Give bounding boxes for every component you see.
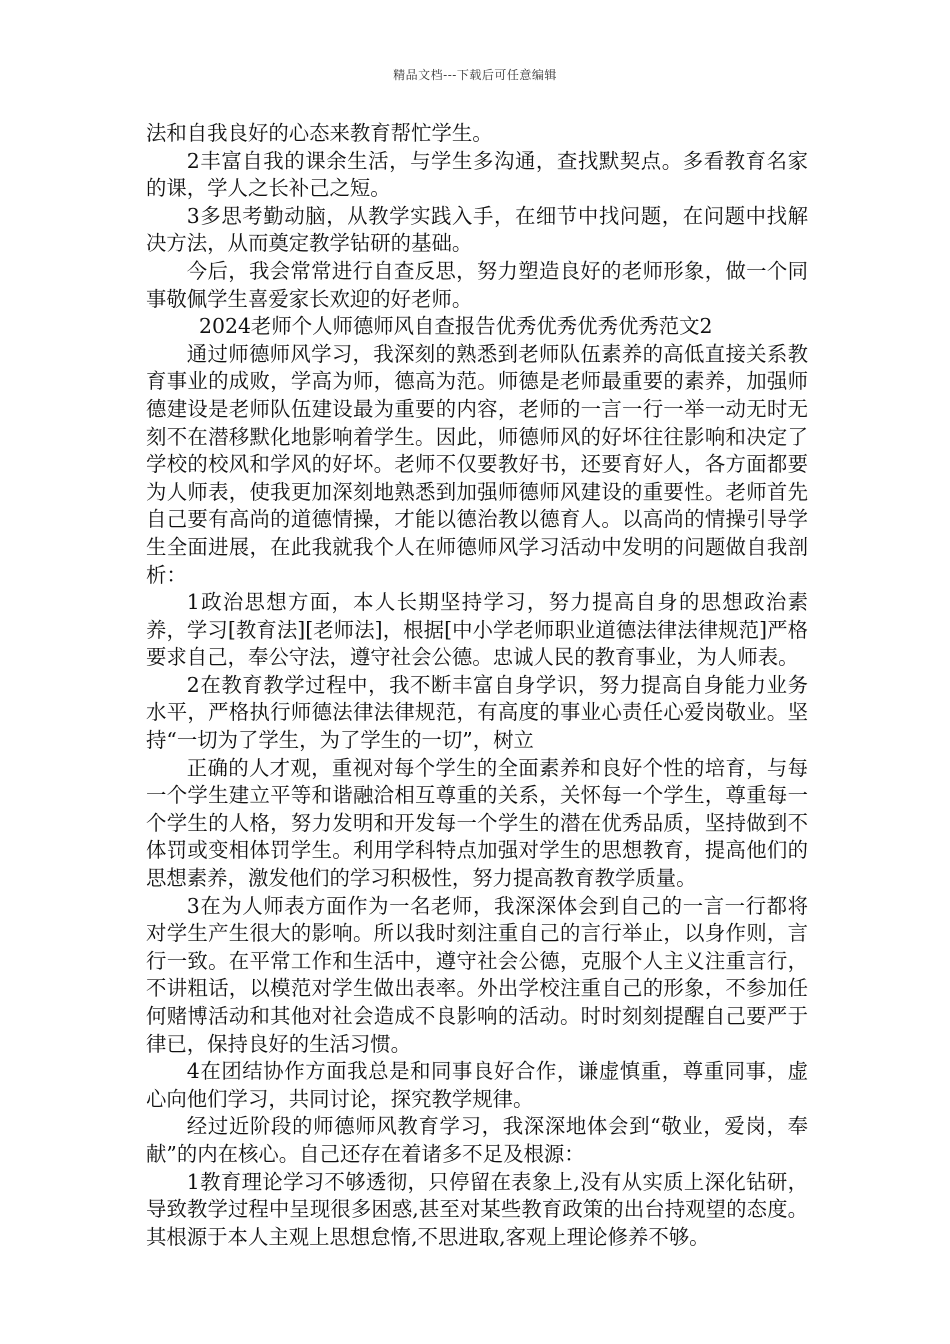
- section-title: 2024老师个人师德师风自查报告优秀优秀优秀优秀范文2: [199, 314, 713, 339]
- paragraph-reflection: 经过近阶段的师德师风教育学习，我深深地体会到“敬业，爱岗，奉献”的内在核心。自己还存在着诸多不足及根源：: [146, 1114, 808, 1166]
- paragraph-point-3: 3多思考勤动脑，从教学实践入手，在细节中找问题，在问题中找解决方法，从而奠定教学钻研的基础。: [146, 203, 808, 256]
- paragraph-talent-view: 正确的人才观，重视对每个学生的全面素养和良好个性的培育，与每一个学生建立平等和谐融洽相互尊重的关系，关怀每一个学生，尊重每一个学生的人格，努力发明和开发每一个学生的潜在优秀品质，坚持做到不体罚或变相体罚学生。利用学科特点加强对学生的思想教育，提高他们的思想素养，激发他们的学习积极性，努力提高教育教学质量。: [146, 755, 808, 891]
- paragraph-conclusion: 今后，我会常常进行自查反思，努力塑造良好的老师形象，做一个同事敬佩学生喜爱家长欢迎的好老师。: [146, 258, 808, 311]
- paragraph-role-model: 3在为人师表方面作为一名老师，我深深体会到自己的一言一行都将对学生产生很大的影响。所以我时刻注重自己的言行举止，以身作则，言行一致。在平常工作和生活中，遵守社会公德，克服个人主义注重言行，不讲粗话，以模范对学生做出表率。外出学校注重自己的形象，不参加任何赌博活动和其他对社会造成不良影响的活动。时时刻刻提醒自己要严于律已，保持良好的生活习惯。: [146, 893, 808, 1056]
- paragraph-intro: 通过师德师风学习，我深刻的熟悉到老师队伍素养的高低直接关系教育事业的成败，学高为师，德高为范。师德是老师最重要的素养，加强师德建设是老师队伍建设最为重要的内容，老师的一言一行一举一动无时无刻不在潜移默化地影响着学生。因此，师德师风的好坏往往影响和决定了学校的校风和学风的好坏。老师不仅要教好书，还要育好人，各方面都要为人师表，使我更加深刻地熟悉到加强师德师风建设的重要性。老师首先自己要有高尚的道德情操，才能以德治教以德育人。以高尚的情操引导学生全面进展，在此我就我个人在师德师风学习活动中发明的问题做自我剖析：: [146, 341, 808, 587]
- document-body: [146, 120, 808, 1251]
- paragraph-political: 1政治思想方面，本人长期坚持学习，努力提高自身的思想政治素养，学习[教育法][老师法]，根据[中小学老师职业道德法律法律规范]严格要求自己，奉公守法，遵守社会公德。忠诚人民的教育事业，为人师表。: [146, 590, 808, 670]
- paragraph-point-2: 2丰富自我的课余生活，与学生多沟通，查找默契点。多看教育名家的课，学人之长补己之短。: [146, 148, 808, 201]
- page-header: 精品文档---下载后可任意编辑: [393, 68, 557, 82]
- paragraph-shortcoming-1: 1教育理论学习不够透彻，只停留在表象上,没有从实质上深化钻研，导致教学过程中呈现很多困惑,甚至对某些教育政策的出台持观望的态度。其根源于本人主观上思想怠惰,不思进取,客观上理论修养不够。: [146, 1169, 808, 1249]
- paragraph-continuation: 法和自我良好的心态来教育帮忙学生。: [146, 121, 493, 145]
- paragraph-teaching: 2在教育教学过程中，我不断丰富自身学识，努力提高自身能力业务水平，严格执行师德法律法律规范，有高度的事业心责任心爱岗敬业。坚持“一切为了学生，为了学生的一切”，树立: [146, 672, 808, 753]
- paragraph-teamwork: 4在团结协作方面我总是和同事良好合作，谦虚慎重，尊重同事，虚心向他们学习，共同讨论，探究教学规律。: [146, 1059, 808, 1111]
